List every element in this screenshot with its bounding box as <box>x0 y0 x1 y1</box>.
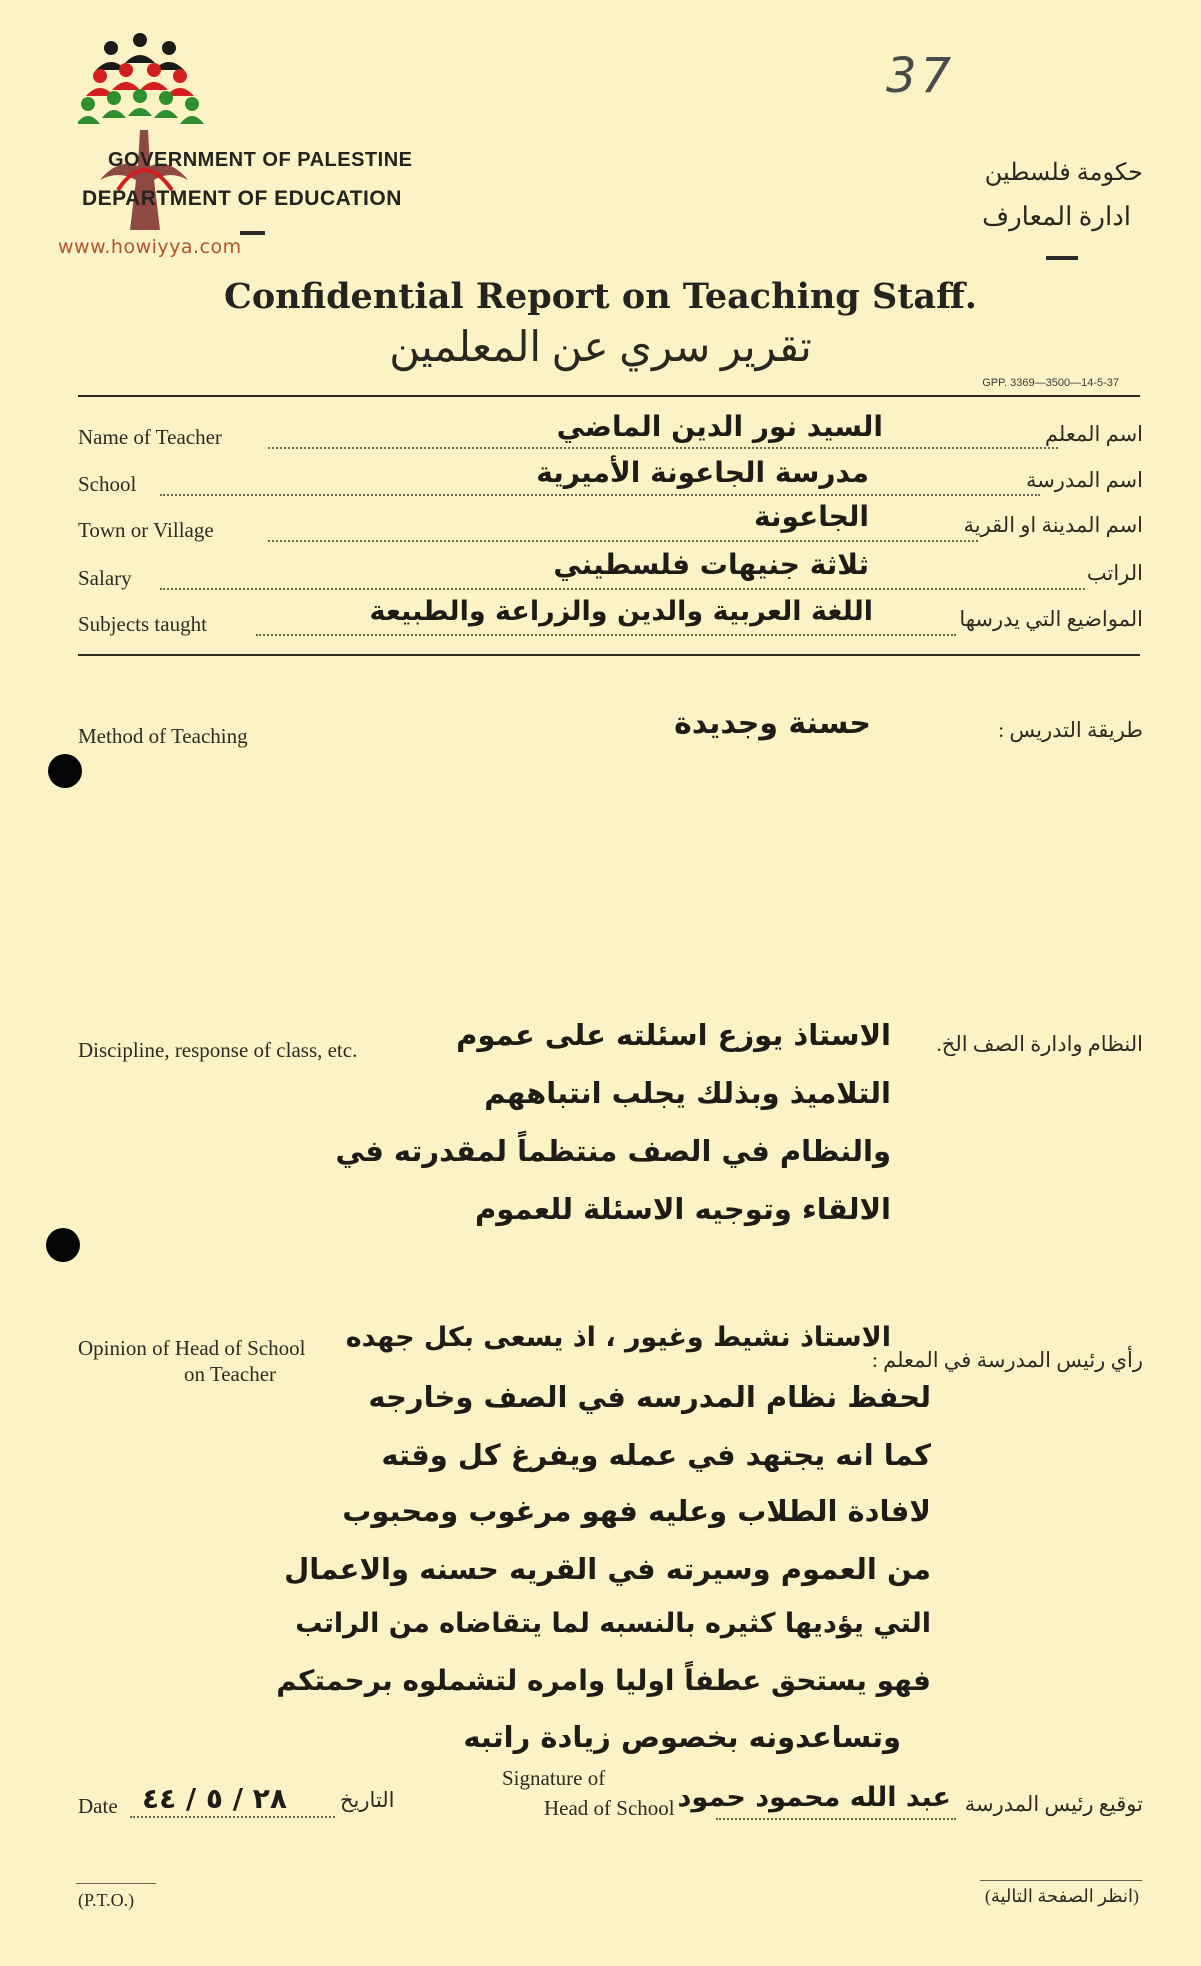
method-label-ar: طريقة التدريس : <box>998 718 1143 742</box>
opinion-line-4: لافادة الطلاب وعليه فهو مرغوب ومحبوب <box>342 1494 931 1528</box>
government-ar: حكومة فلسطين <box>984 160 1143 186</box>
opinion-line-7: فهو يستحق عطفاً اوليا وامره لتشملوه برحمتكم <box>276 1664 931 1697</box>
signature-value: عبد الله محمود حمود <box>677 1782 951 1813</box>
print-code: GPP. 3369—3500—14-5-37 <box>982 377 1119 389</box>
pto-ar: (انظر الصفحة التالية) <box>984 1886 1139 1906</box>
discipline-label-en: Discipline, response of class, etc. <box>78 1038 358 1062</box>
department-en: DEPARTMENT OF EDUCATION <box>82 187 402 210</box>
opinion-line-1: الاستاذ نشيط وغيور ، اذ يسعى بكل جهده <box>345 1322 891 1353</box>
method-label-en: Method of Teaching <box>78 724 248 748</box>
town-value: الجاعونة <box>754 500 869 533</box>
date-label-en: Date <box>78 1794 118 1818</box>
school-label-ar: اسم المدرسة <box>1025 468 1143 492</box>
signature-dotted-line <box>716 1818 956 1820</box>
signature-label-1: Signature of <box>502 1766 606 1790</box>
teacher-name-value: السيد نور الدين الماضي <box>556 410 883 443</box>
opinion-line-5: من العموم وسيرته في القريه حسنه والاعمال <box>284 1552 931 1586</box>
subjects-label-ar: المواضيع التي يدرسها <box>959 607 1143 631</box>
page-number: 37 <box>886 48 956 104</box>
discipline-line-4: الالقاء وتوجيه الاسئلة للعموم <box>474 1192 891 1226</box>
pto-rule <box>76 1883 156 1884</box>
method-value: حسنة وجديدة <box>674 706 871 741</box>
salary-dotted-line <box>160 588 1085 590</box>
department-underline <box>240 231 265 235</box>
signature-label-ar: توقيع رئيس المدرسة <box>964 1792 1143 1816</box>
pto-en: (P.T.O.) <box>78 1890 135 1910</box>
government-en: GOVERNMENT OF PALESTINE <box>108 149 413 171</box>
top-rule <box>78 395 1140 397</box>
discipline-label-ar: النظام وادارة الصف الخ. <box>936 1032 1143 1056</box>
name-label-ar: اسم المعلم <box>1044 422 1143 446</box>
opinion-line-6: التي يؤديها كثيره بالنسبه لما يتقاضاه من الراتب <box>295 1608 931 1639</box>
subjects-label-en: Subjects taught <box>78 612 207 636</box>
discipline-line-2: التلاميذ وبذلك يجلب انتباههم <box>484 1076 891 1110</box>
opinion-label-ar: رأي رئيس المدرسة في المعلم : <box>872 1348 1143 1372</box>
discipline-line-1: الاستاذ يوزع اسئلته على عموم <box>456 1018 891 1052</box>
signature-label-2: Head of School <box>544 1796 675 1820</box>
department-ar: ادارة المعارف <box>982 202 1131 231</box>
town-label-en: Town or Village <box>78 518 214 542</box>
school-dotted-line <box>160 494 1040 496</box>
salary-label-ar: الراتب <box>1086 561 1143 585</box>
report-title-ar: تقرير سري عن المعلمين <box>389 325 812 371</box>
name-dotted-line <box>268 447 1058 449</box>
subjects-dotted-line <box>256 634 956 636</box>
opinion-line-3: كما انه يجتهد في عمله ويفرغ كل وقته <box>381 1438 931 1472</box>
school-label-en: School <box>78 472 137 496</box>
town-label-ar: اسم المدينة او القرية <box>963 513 1143 537</box>
subjects-value: اللغة العربية والدين والزراعة والطبيعة <box>369 596 873 627</box>
salary-value: ثلاثة جنيهات فلسطيني <box>553 548 869 581</box>
opinion-line-8: وتساعدونه بخصوص زيادة راتبه <box>463 1720 901 1754</box>
watermark-url: www.howiyya.com <box>58 236 242 258</box>
date-label-ar: التاريخ <box>340 1788 395 1812</box>
fields-bottom-rule <box>78 654 1140 656</box>
pto-ar-rule <box>980 1880 1142 1881</box>
punch-hole-bottom <box>46 1228 80 1262</box>
punch-hole-top <box>48 754 82 788</box>
report-title-en: Confidential Report on Teaching Staff. <box>223 276 977 317</box>
name-label-en: Name of Teacher <box>78 425 222 449</box>
school-value: مدرسة الجاعونة الأميرية <box>536 456 869 489</box>
salary-label-en: Salary <box>78 566 132 590</box>
department-ar-underline <box>1046 256 1078 260</box>
discipline-line-3: والنظام في الصف منتظماً لمقدرته في <box>335 1134 891 1168</box>
town-dotted-line <box>268 540 978 542</box>
date-value: ٢٨ / ٥ / ٤٤ <box>142 1782 287 1815</box>
opinion-label-en-2: on Teacher <box>184 1362 277 1386</box>
date-dotted-line <box>130 1816 335 1818</box>
opinion-line-2: لحفظ نظام المدرسه في الصف وخارجه <box>368 1380 931 1414</box>
opinion-label-en-1: Opinion of Head of School <box>78 1336 306 1360</box>
